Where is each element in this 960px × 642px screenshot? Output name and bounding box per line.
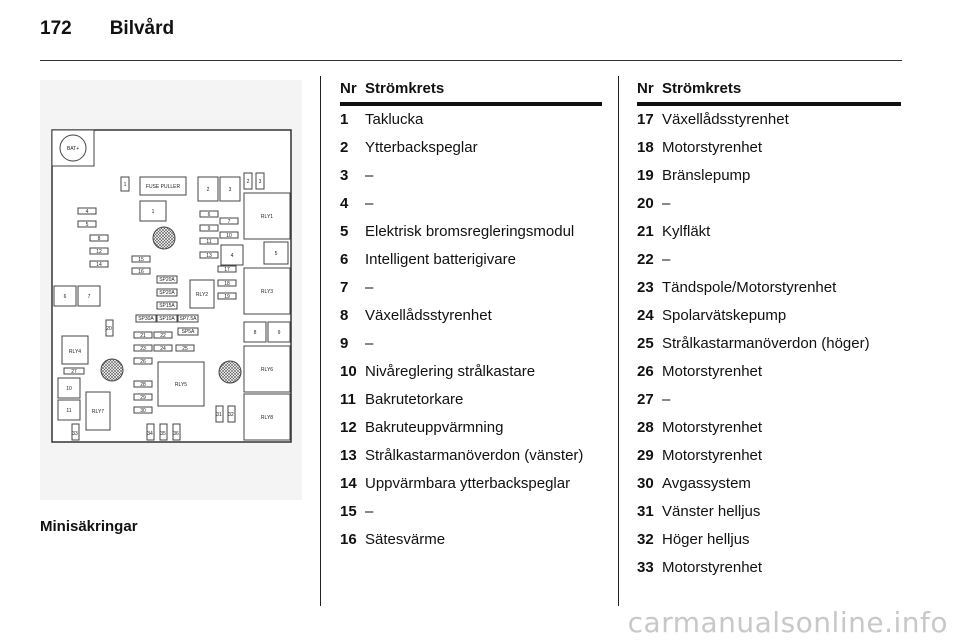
- fuse-number: 9: [340, 335, 349, 352]
- circuit-name: Tändspole/Motorstyrenhet: [662, 279, 837, 296]
- svg-text:16: 16: [138, 269, 144, 275]
- svg-text:1: 1: [151, 209, 155, 215]
- table-row: [340, 358, 602, 386]
- connector-left: [101, 359, 123, 381]
- fuse-number: 29: [637, 447, 654, 464]
- circuit-name: Intelligent batterigivare: [365, 251, 516, 268]
- connector-right: [219, 361, 241, 383]
- svg-text:34: 34: [147, 431, 153, 437]
- fuse-number: 23: [637, 279, 654, 296]
- table-row: [340, 526, 602, 554]
- fuse-number: 28: [637, 419, 654, 436]
- svg-text:13: 13: [206, 253, 212, 259]
- circuit-name: Växellådsstyrenhet: [365, 307, 492, 324]
- svg-text:36: 36: [173, 431, 179, 437]
- fuse-number: 27: [637, 391, 654, 408]
- circuit-name: Bränslepump: [662, 167, 751, 184]
- fuse-number: 15: [340, 503, 357, 520]
- circuit-name: Motorstyrenhet: [662, 363, 763, 380]
- circuit-name: Motorstyrenhet: [662, 559, 763, 576]
- svg-text:RLY3: RLY3: [260, 289, 274, 295]
- circuit-name: Växellådsstyrenhet: [662, 111, 789, 128]
- svg-text:8: 8: [97, 236, 101, 242]
- svg-text:25: 25: [182, 346, 188, 352]
- fuse-number: 17: [637, 111, 654, 128]
- circuit-name: Motorstyrenhet: [662, 447, 763, 464]
- svg-text:SP30A: SP30A: [138, 316, 154, 322]
- fuse-number: 6: [340, 251, 349, 268]
- svg-text:29: 29: [140, 395, 146, 401]
- table-row: [637, 498, 901, 526]
- svg-text:24: 24: [160, 346, 166, 352]
- table-column-right: [637, 80, 901, 582]
- table-row: [340, 302, 602, 330]
- fuse-box-diagram: [40, 80, 302, 500]
- fuse-number: 7: [340, 279, 349, 296]
- fuse-number: 5: [340, 223, 349, 240]
- svg-text:3: 3: [228, 187, 232, 193]
- svg-text:27: 27: [71, 369, 77, 375]
- svg-text:SP15A: SP15A: [159, 303, 175, 309]
- table-row: [637, 302, 901, 330]
- table-row: [637, 470, 901, 498]
- svg-text:11: 11: [66, 408, 72, 414]
- header-circuit: Strömkrets: [365, 80, 445, 97]
- fuse-number: 18: [637, 139, 654, 156]
- table-row: [637, 190, 901, 218]
- svg-text:RLY4: RLY4: [68, 349, 82, 355]
- svg-text:26: 26: [140, 359, 146, 365]
- circuit-name: Kylfläkt: [662, 223, 711, 240]
- table-row: [637, 218, 901, 246]
- header-nr: Nr: [637, 80, 654, 97]
- svg-text:4: 4: [230, 253, 234, 259]
- svg-text:5: 5: [274, 251, 278, 257]
- table-row: [637, 442, 901, 470]
- svg-text:3: 3: [258, 179, 262, 185]
- circuit-name: Nivåreglering strålkastare: [365, 363, 536, 380]
- svg-text:6: 6: [63, 294, 67, 300]
- table-row: [637, 358, 901, 386]
- svg-text:7: 7: [87, 294, 91, 300]
- fuse-puller-label: FUSE PULLER: [145, 184, 181, 190]
- circuit-name: Avgassystem: [662, 475, 751, 492]
- column-divider-1: [320, 76, 321, 606]
- svg-text:2: 2: [246, 179, 250, 185]
- table-row: [340, 134, 602, 162]
- fuse-number: 8: [340, 307, 349, 324]
- svg-text:SP7.5A: SP7.5A: [179, 316, 197, 322]
- circuit-name: Strålkastarmanöverdon (höger): [662, 335, 870, 352]
- fuse-number: 4: [340, 195, 349, 212]
- svg-text:33: 33: [72, 431, 78, 437]
- column-divider-2: [618, 76, 619, 606]
- table-row: [340, 414, 602, 442]
- circuit-name: Motorstyrenhet: [662, 139, 763, 156]
- watermark: carmanualsonline.info: [627, 606, 948, 639]
- fuse-box-figure: [40, 80, 302, 500]
- fuse-number: 19: [637, 167, 654, 184]
- svg-text:20: 20: [106, 326, 112, 332]
- svg-text:10: 10: [226, 233, 232, 239]
- svg-text:RLY8: RLY8: [260, 415, 274, 421]
- svg-text:RLY6: RLY6: [260, 367, 274, 373]
- table-row: [340, 190, 602, 218]
- fuse-number: 13: [340, 447, 357, 464]
- fuse-number: 16: [340, 531, 357, 548]
- circuit-name: Ytterbackspeglar: [365, 139, 478, 156]
- table-header: [340, 80, 602, 106]
- circuit-name: Taklucka: [365, 111, 424, 128]
- circuit-name: –: [662, 251, 671, 268]
- svg-text:2: 2: [206, 187, 210, 193]
- circuit-name: –: [365, 167, 374, 184]
- table-row: [340, 162, 602, 190]
- fuse-number: 32: [637, 531, 654, 548]
- table-rows: [340, 106, 602, 554]
- svg-text:12: 12: [96, 249, 102, 255]
- svg-text:14: 14: [96, 262, 102, 268]
- circuit-name: Spolarvätskepump: [662, 307, 787, 324]
- fuse-number: 31: [637, 503, 654, 520]
- fuse-number: 3: [340, 167, 349, 184]
- svg-text:11: 11: [206, 239, 212, 245]
- svg-text:4: 4: [85, 209, 89, 215]
- svg-text:31: 31: [216, 412, 222, 418]
- svg-text:RLY1: RLY1: [260, 214, 274, 220]
- circuit-name: Elektrisk bromsregleringsmodul: [365, 223, 575, 240]
- svg-text:10: 10: [66, 386, 72, 392]
- table-row: [637, 106, 901, 134]
- svg-text:28: 28: [140, 382, 146, 388]
- table-row: [340, 246, 602, 274]
- svg-text:SP20A: SP20A: [159, 290, 175, 296]
- svg-text:30: 30: [140, 408, 146, 414]
- svg-text:15: 15: [138, 257, 144, 263]
- svg-text:SP20A: SP20A: [159, 277, 175, 283]
- fuse-number: 12: [340, 419, 357, 436]
- fuse-number: 30: [637, 475, 654, 492]
- svg-text:32: 32: [228, 412, 234, 418]
- svg-text:22: 22: [160, 333, 166, 339]
- page-header: [40, 18, 174, 40]
- circuit-name: –: [662, 391, 671, 408]
- svg-text:23: 23: [140, 346, 146, 352]
- circuit-name: Bakruteuppvärmning: [365, 419, 504, 436]
- fuse-number: 25: [637, 335, 654, 352]
- table-row: [340, 330, 602, 358]
- circuit-name: –: [365, 195, 374, 212]
- fuse-number: 21: [637, 223, 654, 240]
- fuse-number: 14: [340, 475, 357, 492]
- table-row: [637, 526, 901, 554]
- svg-text:RLY2: RLY2: [195, 292, 209, 298]
- circuit-name: Sätesvärme: [365, 531, 446, 548]
- circuit-name: Höger helljus: [662, 531, 750, 548]
- fuse-number: 20: [637, 195, 654, 212]
- circuit-name: Vänster helljus: [662, 503, 761, 520]
- svg-text:5: 5: [85, 222, 89, 228]
- figure-caption: Minisäkringar: [40, 518, 138, 535]
- fuse-number: 26: [637, 363, 654, 380]
- svg-text:35: 35: [160, 431, 166, 437]
- circuit-name: Bakrutetorkare: [365, 391, 464, 408]
- svg-text:SP5A: SP5A: [181, 329, 195, 335]
- table-row: [637, 414, 901, 442]
- connector-top: [153, 227, 175, 249]
- table-row: [637, 274, 901, 302]
- svg-text:1: 1: [123, 182, 127, 188]
- fuse-number: 10: [340, 363, 357, 380]
- header-circuit: Strömkrets: [662, 80, 742, 97]
- circuit-name: Motorstyrenhet: [662, 419, 763, 436]
- fuse-number: 24: [637, 307, 654, 324]
- table-header: [637, 80, 901, 106]
- circuit-name: –: [365, 279, 374, 296]
- svg-text:SP10A: SP10A: [159, 316, 175, 322]
- table-column-left: [340, 80, 602, 554]
- page-number: 172: [40, 18, 72, 39]
- header-nr: Nr: [340, 80, 357, 97]
- fuse-number: 22: [637, 251, 654, 268]
- circuit-name: Strålkastarmanöverdon (vänster): [365, 447, 584, 464]
- svg-text:8: 8: [253, 330, 257, 336]
- svg-text:RLY7: RLY7: [91, 409, 105, 415]
- section-title: Bilvård: [109, 18, 175, 39]
- svg-text:6: 6: [207, 212, 211, 218]
- circuit-name: –: [365, 335, 374, 352]
- svg-text:9: 9: [207, 226, 211, 232]
- table-row: [340, 498, 602, 526]
- svg-text:19: 19: [224, 294, 230, 300]
- svg-text:21: 21: [140, 333, 146, 339]
- circuit-name: –: [365, 503, 374, 520]
- table-row: [340, 386, 602, 414]
- table-row: [340, 218, 602, 246]
- svg-text:17: 17: [224, 267, 230, 273]
- table-row: [637, 134, 901, 162]
- table-row: [637, 386, 901, 414]
- table-row: [637, 246, 901, 274]
- bat-label: BAT+: [66, 146, 80, 152]
- fuse-number: 33: [637, 559, 654, 576]
- circuit-name: –: [662, 195, 671, 212]
- table-rows: [637, 106, 901, 582]
- svg-text:7: 7: [227, 219, 231, 225]
- fuse-number: 2: [340, 139, 349, 156]
- table-row: [340, 274, 602, 302]
- table-row: [637, 554, 901, 582]
- svg-text:9: 9: [277, 330, 281, 336]
- table-row: [340, 106, 602, 134]
- svg-text:RLY5: RLY5: [174, 382, 188, 388]
- fuse-number: 11: [340, 391, 356, 408]
- table-row: [340, 470, 602, 498]
- table-row: [637, 162, 901, 190]
- svg-text:18: 18: [224, 281, 230, 287]
- header-divider: [40, 60, 902, 61]
- fuse-number: 1: [340, 111, 349, 128]
- table-row: [637, 330, 901, 358]
- table-row: [340, 442, 602, 470]
- circuit-name: Uppvärmbara ytterbackspeglar: [365, 475, 571, 492]
